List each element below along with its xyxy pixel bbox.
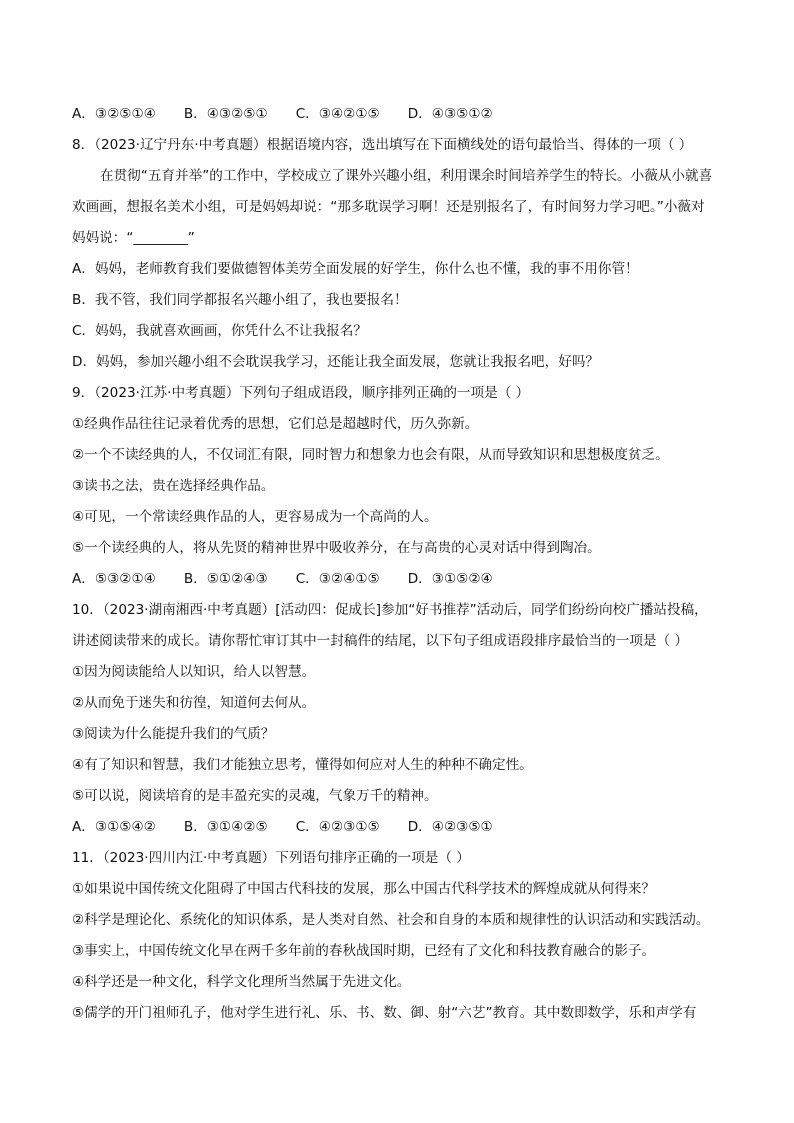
- q9-sentence: ③读书之法，贵在选择经典作品。: [72, 478, 275, 494]
- q8-option-c[interactable]: C．妈妈，我就喜欢画画，你凭什么不让我报名？: [72, 323, 367, 339]
- q10-sentence: ②从而免于迷失和彷徨，知道何去何从。: [72, 695, 316, 711]
- option-c[interactable]: C．④②③①⑤: [295, 819, 380, 835]
- q10-stem: 10．（2023·湖南湘西·中考真题）[活动四：促成长]参加“好书推荐”活动后，同学们纷纷向校广播站投稿，: [72, 602, 708, 618]
- option-d[interactable]: D．④②③⑤①: [407, 819, 493, 835]
- q8-stem: 8．（2023·辽宁丹东·中考真题）根据语境内容，选出填写在下面横线处的语句最恰当、得体的一项（ ）: [72, 137, 693, 153]
- option-d[interactable]: D．④③⑤①②: [407, 106, 493, 122]
- q11-sentence: ②科学是理论化、系统化的知识体系，是人类对自然、社会和自身的本质和规律性的认识活动和实践活动。: [72, 912, 710, 928]
- option-b[interactable]: B．⑤①②④③: [183, 571, 268, 587]
- option-c[interactable]: C．③②④①⑤: [295, 571, 380, 587]
- q8-passage-line: 欢画画，想报名美术小组，可是妈妈却说：“那多耽误学习啊！还是别报名了，有时间努力学习吧。”小薇对: [72, 199, 705, 215]
- q9-sentence: ⑤一个读经典的人，将从先贤的精神世界中吸收养分，在与高贵的心灵对话中得到陶冶。: [72, 540, 601, 556]
- option-b[interactable]: B．④③②⑤①: [183, 106, 268, 122]
- q8-passage-line: 在贯彻“五育并举”的工作中，学校成立了课外兴趣小组，利用课余时间培养学生的特长。小薇从小就喜: [100, 168, 713, 184]
- option-a[interactable]: A．⑤③②①④: [72, 571, 156, 587]
- q8-option-d[interactable]: D．妈妈，参加兴趣小组不会耽误我学习，还能让我全面发展，您就让我报名吧，好吗？: [72, 354, 600, 370]
- q11-sentence: ④科学还是一种文化，科学文化理所当然属于先进文化。: [72, 974, 411, 990]
- q10-sentence: ④有了知识和智慧，我们才能独立思考，懂得如何应对人生的种种不确定性。: [72, 757, 533, 773]
- q7-options: [72, 99, 732, 130]
- option-a[interactable]: A．③①⑤④②: [72, 819, 156, 835]
- q9-options: [72, 564, 732, 595]
- q11-stem: 11．（2023·四川内江·中考真题）下列语句排序正确的一项是（ ）: [72, 850, 470, 866]
- q9-sentence: ①经典作品往往记录着优秀的思想，它们总是超越时代，历久弥新。: [72, 416, 479, 432]
- q9-sentence: ④可见，一个常读经典作品的人，更容易成为一个高尚的人。: [72, 509, 438, 525]
- q11-sentence: ③事实上，中国传统文化早在两千多年前的春秋战国时期，已经有了文化和科技教育融合的影子。: [72, 943, 656, 959]
- option-b[interactable]: B．③①④②⑤: [183, 819, 268, 835]
- option-c[interactable]: C．③④②①⑤: [295, 106, 380, 122]
- q10-options: [72, 812, 732, 843]
- q10-stem: 讲述阅读带来的成长。请你帮忙审订其中一封稿件的结尾，以下句子组成语段排序最恰当的一项是（ ）: [72, 633, 689, 649]
- option-d[interactable]: D．③①⑤②④: [407, 571, 493, 587]
- q10-sentence: ③阅读为什么能提升我们的气质？: [72, 726, 275, 742]
- q8-passage-line: 妈妈说：“________”: [72, 230, 195, 246]
- q11-sentence: ⑤儒学的开门祖师孔子，他对学生进行礼、乐、书、数、御、射“六艺”教育。其中数即数学，乐和声学有: [72, 1005, 697, 1021]
- q8-option-a[interactable]: A．妈妈，老师教育我们要做德智体美劳全面发展的好学生，你什么也不懂，我的事不用你管！: [72, 261, 639, 277]
- q8-option-b[interactable]: B．我不管，我们同学都报名兴趣小组了，我也要报名！: [72, 292, 408, 308]
- q10-sentence: ①因为阅读能给人以知识，给人以智慧。: [72, 664, 316, 680]
- document-page: [72, 99, 732, 1029]
- q10-sentence: ⑤可以说，阅读培育的是丰盈充实的灵魂，气象万千的精神。: [72, 788, 438, 804]
- q9-stem: 9．（2023·江苏·中考真题）下列句子组成语段，顺序排列正确的一项是（ ）: [72, 385, 530, 401]
- q11-sentence: ①如果说中国传统文化阻碍了中国古代科技的发展，那么中国古代科学技术的辉煌成就从何得来？: [72, 881, 656, 897]
- q9-sentence: ②一个不读经典的人，不仅词汇有限，同时智力和想象力也会有限，从而导致知识和思想极度贫乏。: [72, 447, 669, 463]
- option-a[interactable]: A．③②⑤①④: [72, 106, 156, 122]
